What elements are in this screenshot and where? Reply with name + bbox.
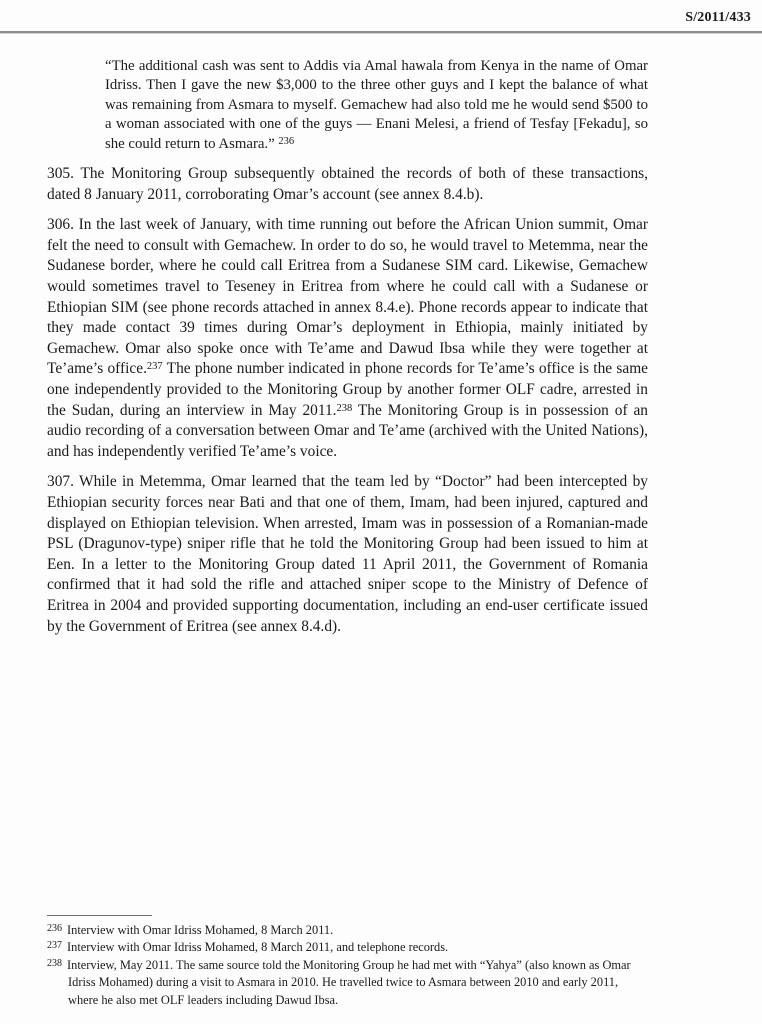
footnote-ref: 236 bbox=[278, 135, 295, 147]
footnote-marker: 237 bbox=[47, 940, 62, 952]
document-body bbox=[47, 57, 648, 647]
footnote-237 bbox=[47, 939, 648, 956]
paragraph-307: 307. While in Metemma, Omar learned that the team led by “Doctor” had been intercepted by Ethiopian security forces near Bati and that one of them, Imam, had been injured, captured and displayed on Ethiopian television. When arrested, Imam was in possession of a Romanian-made PSL (Dragunov-type) sniper rifle that he told the Monitoring Group had been issued to him at Een. In a letter to the Monitoring Group dated 11 April 2011, the Government of Romania confirmed that it had sold the rifle and attached sniper scope to the Ministry of Defence of Eritrea in 2004 and provided supporting documentation, including an end-user certificate issued by the Government of Eritrea (see annex 8.4.d). bbox=[47, 473, 648, 635]
header-rule bbox=[0, 31, 762, 34]
footnote-marker: 236 bbox=[47, 923, 62, 934]
footnote-separator bbox=[47, 915, 152, 916]
paragraph-305: 305. The Monitoring Group subsequently obtained the records of both of these transactions, dated 8 January 2011, corroborating Omar’s account (see annex 8.4.b). bbox=[47, 165, 648, 203]
footnote-marker: 238 bbox=[47, 957, 62, 969]
footnote-text: Interview, May 2011. The same source told the Monitoring Group he had met with “Yahya” (also known as Omar Idriss Mohamed) during a visit to Asmara in 2010. He travelled twice to Asmara between 2010 and early 2011, where he also met OLF leaders including Dawud Ibsa. bbox=[67, 957, 631, 1007]
footnote-236 bbox=[47, 922, 648, 939]
footnote-text: Interview with Omar Idriss Mohamed, 8 March 2011, and telephone records. bbox=[67, 940, 449, 955]
doc-symbol: S/2011/433 bbox=[685, 10, 751, 25]
footnote-text: Interview with Omar Idriss Mohamed, 8 March 2011. bbox=[67, 923, 334, 937]
footnote-238 bbox=[47, 957, 648, 1009]
paragraph-306: 306. In the last week of January, with time running out before the African Union summit, Omar felt the need to consult with Gemachew. In order to do so, he would travel to Metemma, near the Sudanese border, where he could call Eritrea from a Sudanese SIM card. Likewise, Gemachew would sometimes travel to Teseney in Eritrea from where he could call with a Sudanese or Ethiopian SIM (see phone records attached in annex 8.4.e). Phone records appear to indicate that they made contact 39 times during Omar’s deployment in Ethiopia, mainly initiated by Gemachew. Omar also spoke once with Te’ame and Dawud Ibsa while they were together at Te’ame’s office.$^{237}$ The phone number indicated in phone records for Te’ame’s office is the same one independently provided to the Monitoring Group by another former OLF cadre, arrested in the Sudan, during an interview in May 2011.$^{238}$ The Monitoring Group is in possession of an audio recording of a conversation between Omar and Te’ame (archived with the United Nations), and has independently verified Te’ame’s voice. bbox=[47, 216, 648, 460]
footnote-ref: 237 bbox=[146, 361, 163, 373]
footnote-area bbox=[47, 915, 648, 1009]
footnote-ref: 238 bbox=[336, 402, 353, 414]
block-quote: “The additional cash was sent to Addis via Amal hawala from Kenya in the name of Omar Idriss. Then I gave the new $3,000 to the three other guys and I kept the balance of what was remaining from Asmara to myself. Gemachew had also told me he would send $500 to a woman associated with one of the guys — Enani Melesi, a friend of Tesfay [Fekadu], so she could return to Asmara.” $^{236}$ bbox=[105, 58, 648, 152]
